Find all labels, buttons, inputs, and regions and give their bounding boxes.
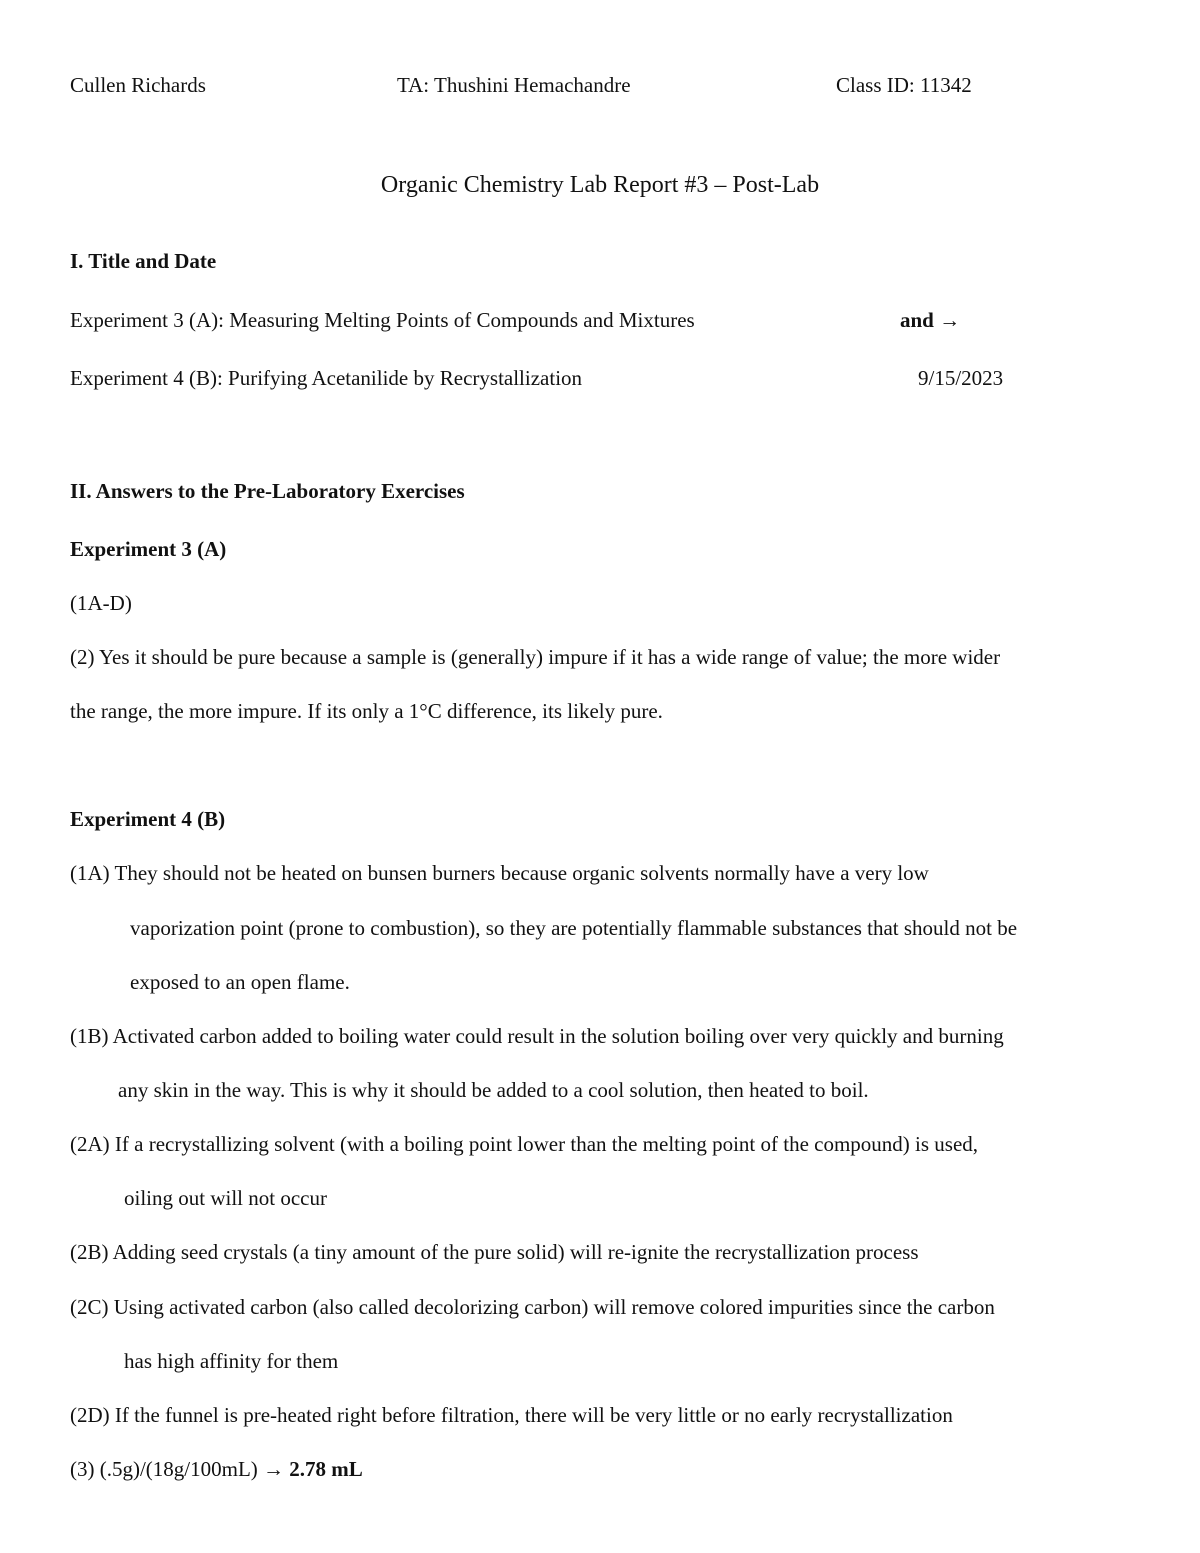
exp4-answer-line: oiling out will not occur xyxy=(124,1186,327,1210)
exp4-answer-line: any skin in the way. This is why it should be added to a cool solution, then heated to boil. xyxy=(118,1078,869,1102)
ta-name: TA: Thushini Hemachandre xyxy=(397,73,631,97)
exp4-heading: Experiment 4 (B) xyxy=(70,807,226,831)
student-name: Cullen Richards xyxy=(70,73,206,97)
exp3-answer-line: the range, the more impure. If its only a 1°C difference, its likely pure. xyxy=(70,699,663,723)
exp4-answer-line: exposed to an open flame. xyxy=(130,970,350,994)
exp4-answer-line: (2C) Using activated carbon (also called decolorizing carbon) will remove colored impurities since the carbon xyxy=(70,1295,995,1319)
exp4-answer-line: (2D) If the funnel is pre-heated right before filtration, there will be very little or no early recrystallization xyxy=(70,1403,953,1427)
section2-heading: II. Answers to the Pre-Laboratory Exercises xyxy=(70,479,465,503)
exp4-answer-line: vaporization point (prone to combustion), so they are potentially flammable substances that should not be xyxy=(130,916,1018,940)
exp4-answer-line: (2B) Adding seed crystals (a tiny amount of the pure solid) will re-ignite the recrystallization process xyxy=(70,1240,919,1264)
class-id: Class ID: 11342 xyxy=(836,73,972,97)
experiment-b-title: Experiment 4 (B): Purifying Acetanilide by Recrystallization xyxy=(70,366,583,390)
section1-heading: I. Title and Date xyxy=(70,249,217,273)
exp4-answer-line: (1A) They should not be heated on bunsen burners because organic solvents normally have a very low xyxy=(70,861,929,885)
exp3-heading: Experiment 3 (A) xyxy=(70,537,227,561)
exp4-answer-line: (1B) Activated carbon added to boiling water could result in the solution boiling over very quickly and burning xyxy=(70,1024,1004,1048)
connector-text: and → xyxy=(900,308,961,332)
answer3-calculation: (3) (.5g)/(18g/100mL) → xyxy=(70,1457,290,1481)
experiment-a-title: Experiment 3 (A): Measuring Melting Points of Compounds and Mixtures xyxy=(70,308,695,332)
exp4-answer-3 xyxy=(70,1459,363,1480)
report-title: Organic Chemistry Lab Report #3 – Post-Lab xyxy=(380,172,820,198)
exp4-answer-line: (2A) If a recrystallizing solvent (with a boiling point lower than the melting point of the compound) is used, xyxy=(70,1132,979,1156)
exp4-answer-line: has high affinity for them xyxy=(124,1349,339,1373)
exp3-answer-line: (1A-D) xyxy=(70,591,132,615)
report-date: 9/15/2023 xyxy=(918,366,1004,390)
exp3-answer-line: (2) Yes it should be pure because a sample is (generally) impure if it has a wide range of value; the more wider xyxy=(70,645,1001,669)
answer3-result: 2.78 mL xyxy=(289,1457,363,1481)
